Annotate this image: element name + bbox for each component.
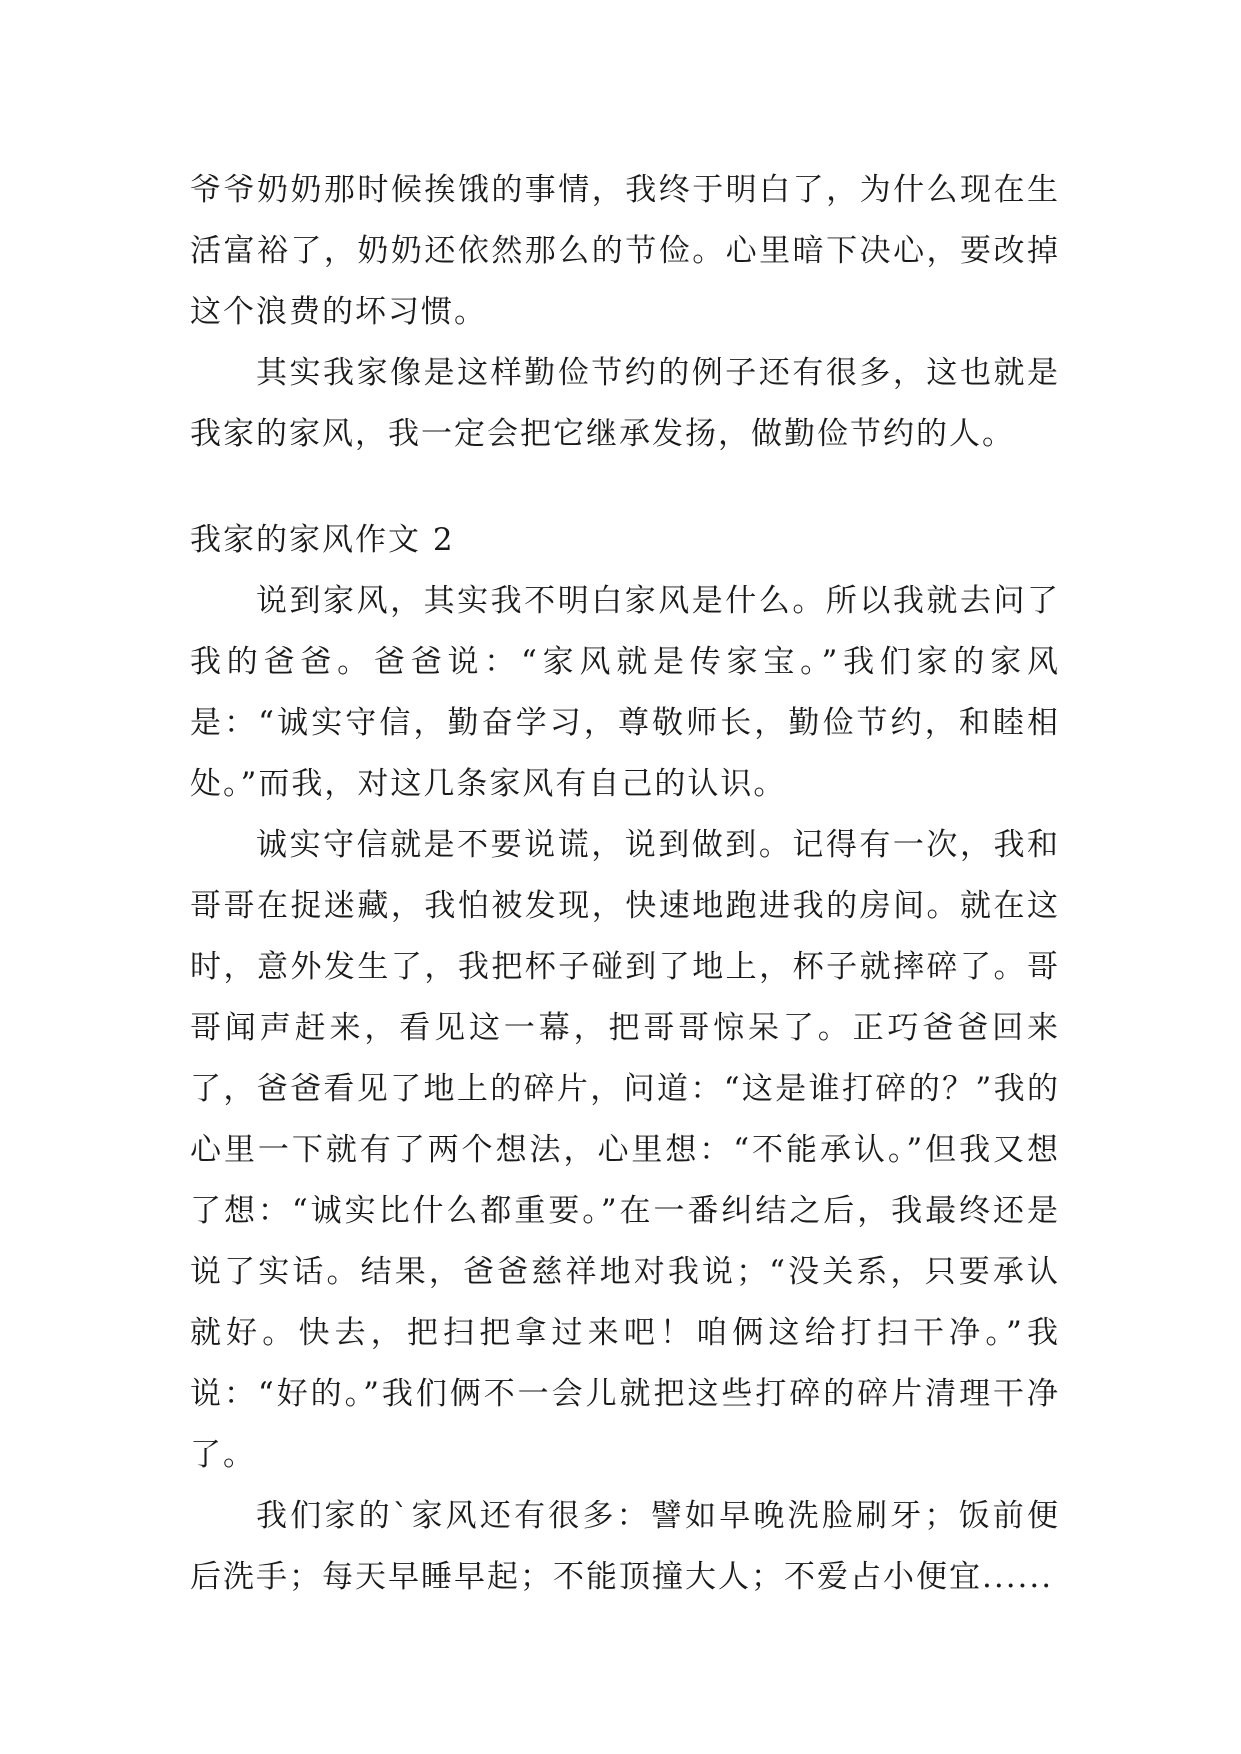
paragraph-story: 诚实守信就是不要说谎，说到做到。记得有一次，我和哥哥在捉迷藏，我怕被发现，快速地跑进我的房间。就在这时，意外发生了，我把杯子碰到了地上，杯子就摔碎了。哥哥闻声赶来，看见这一幕，把哥哥惊呆了。正巧爸爸回来了，爸爸看见了地上的碎片，问道：“这是谁打碎的？”我的心里一下就有了两个想法，心里想：“不能承认。”但我又想了想：“诚实比什么都重要。”在一番纠结之后，我最终还是说了实话。结果，爸爸慈祥地对我说；“没关系，只要承认就好。快去，把扫把拿过来吧！咱俩这给打扫干净。”我说：“好的。”我们俩不一会儿就把这些打碎的碎片清理干净了。 — [190, 827, 1060, 1473]
paragraph-habits: 我们家的`家风还有很多：譬如早晚洗脸刷牙；饭前便后洗手；每天早睡早起；不能顶撞大人；不爱占小便宜...... — [190, 1498, 1060, 1595]
paragraph-continued: 爷爷奶奶那时候挨饿的事情，我终于明白了，为什么现在生活富裕了，奶奶还依然那么的节俭。心里暗下决心，要改掉这个浪费的坏习惯。 — [190, 172, 1060, 330]
paragraph-intro: 说到家风，其实我不明白家风是什么。所以我就去问了我的爸爸。爸爸说：“家风就是传家宝。”我们家的家风是：“诚实守信，勤奋学习，尊敬师长，勤俭节约，和睦相处。”而我，对这几条家风有自己的认识。 — [190, 583, 1060, 802]
paragraph-conclusion: 其实我家像是这样勤俭节约的例子还有很多，这也就是我家的家风，我一定会把它继承发扬，做勤俭节约的人。 — [190, 355, 1060, 452]
essay-title: 我家的家风作文 2 — [190, 522, 455, 558]
document-page — [190, 160, 1060, 1608]
